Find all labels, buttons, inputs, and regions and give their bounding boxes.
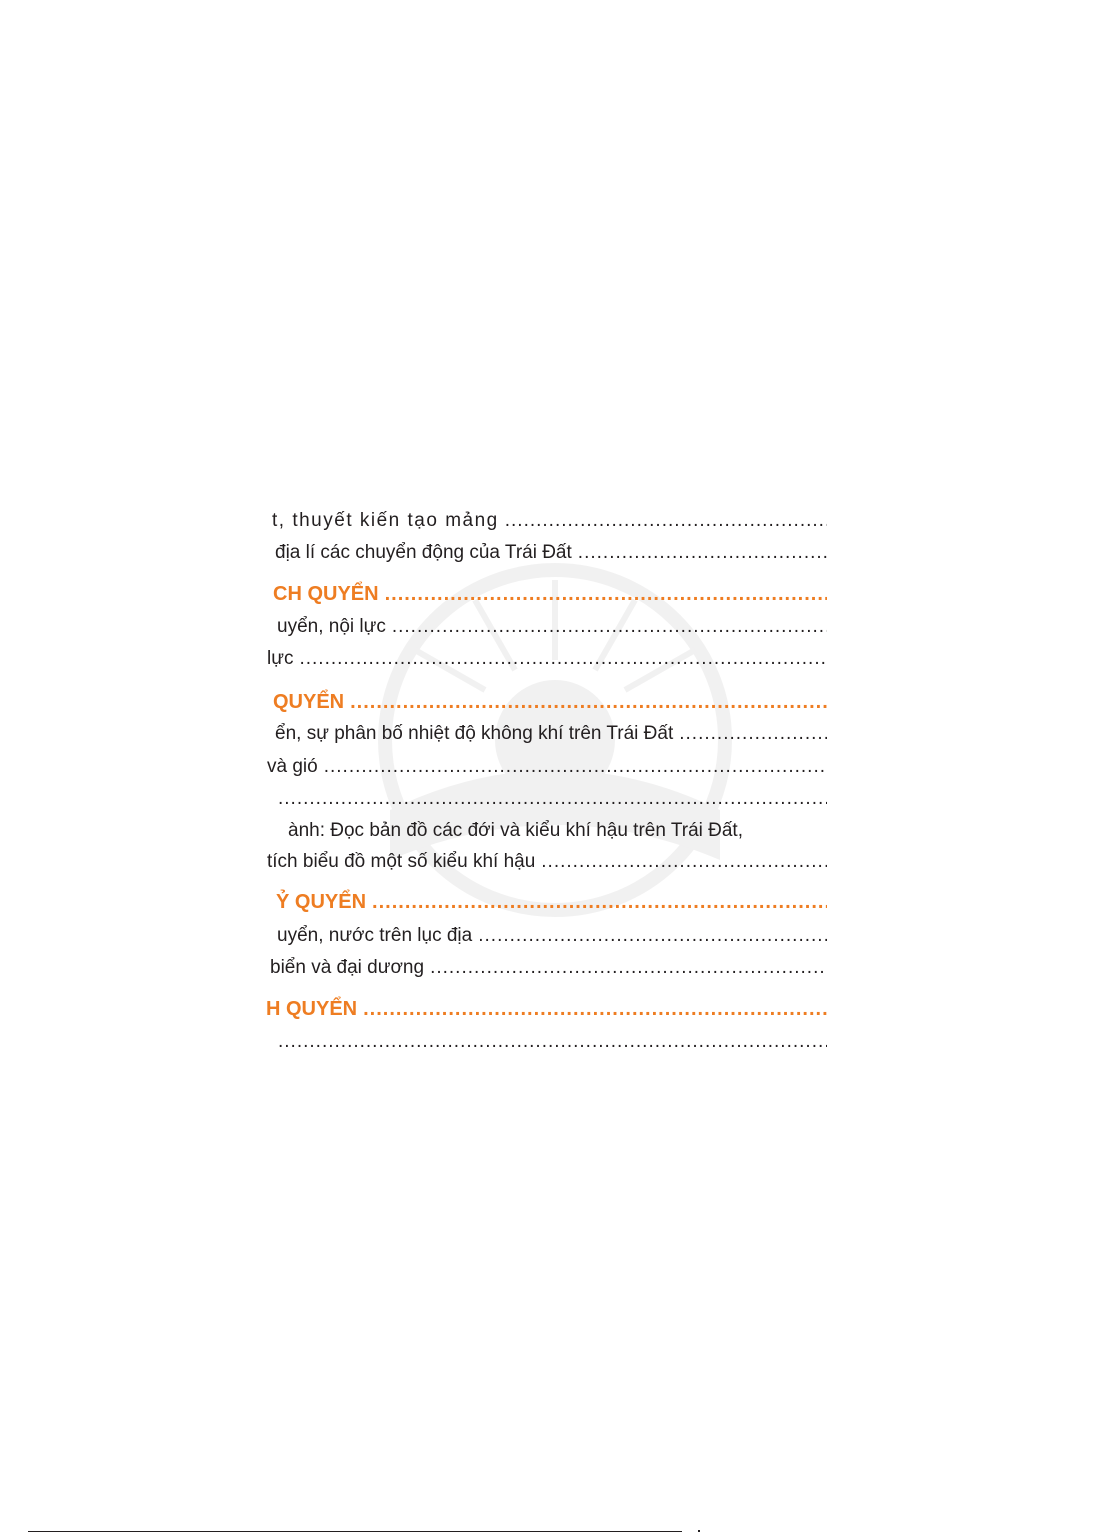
dot-leader xyxy=(363,995,827,1023)
toc-entry-label: uyển, nước trên lục địa xyxy=(277,925,473,946)
toc-chapter-label: QUYỂN xyxy=(273,691,345,713)
toc-entry[interactable] xyxy=(272,786,827,812)
toc-entry[interactable] xyxy=(277,614,827,640)
toc-entry[interactable] xyxy=(267,849,827,875)
dot-leader xyxy=(392,614,827,640)
toc-entry[interactable] xyxy=(267,754,827,780)
toc-entry-continued[interactable] xyxy=(288,818,828,844)
dot-leader xyxy=(679,721,827,747)
toc-chapter[interactable] xyxy=(273,580,827,608)
toc-entry[interactable] xyxy=(275,721,827,747)
dot-leader xyxy=(324,754,827,780)
toc-entry[interactable] xyxy=(270,955,827,981)
toc-entry[interactable] xyxy=(272,1029,827,1055)
toc-chapter[interactable] xyxy=(276,888,827,916)
dot-leader xyxy=(350,688,827,716)
toc-entry-label: và gió xyxy=(267,756,318,777)
page-bottom-dot xyxy=(698,1530,700,1532)
toc-entry-label: địa lí các chuyển động của Trái Đất xyxy=(275,542,572,563)
dot-leader xyxy=(372,888,827,916)
toc-chapter-label: Ỷ QUYỂN xyxy=(276,891,367,913)
toc-entry-label: lực xyxy=(267,648,294,669)
toc-entry-label: biển và đại dương xyxy=(270,957,425,978)
dot-leader xyxy=(578,540,827,566)
dot-leader xyxy=(385,580,827,608)
dot-leader xyxy=(505,508,827,534)
page-bottom-rule xyxy=(28,1531,682,1532)
toc-chapter[interactable] xyxy=(273,688,827,716)
dot-leader xyxy=(278,786,827,812)
toc-chapter[interactable] xyxy=(266,995,827,1023)
dot-leader xyxy=(541,849,827,875)
dot-leader xyxy=(278,1029,827,1055)
toc-entry-label: ển, sự phân bố nhiệt độ không khí trên Trái Đất xyxy=(275,723,674,744)
toc-entry[interactable] xyxy=(272,508,827,534)
dot-leader xyxy=(478,923,827,949)
toc-entry[interactable] xyxy=(267,646,827,672)
toc-entry-label: t, thuyết kiến tạo mảng xyxy=(272,510,499,531)
toc-entry[interactable] xyxy=(277,923,827,949)
dot-leader xyxy=(299,646,827,672)
toc-entry[interactable] xyxy=(275,540,827,566)
dot-leader xyxy=(430,955,827,981)
toc-chapter-label: CH QUYỂN xyxy=(273,583,379,605)
toc-entry-label: uyển, nội lực xyxy=(277,616,386,637)
toc-entry-label: ành: Đọc bản đồ các đới và kiểu khí hậu trên Trái Đất, xyxy=(288,820,743,841)
toc-chapter-label: H QUYỂN xyxy=(266,998,358,1020)
toc-entry-label: tích biểu đồ một số kiểu khí hậu xyxy=(267,851,536,872)
